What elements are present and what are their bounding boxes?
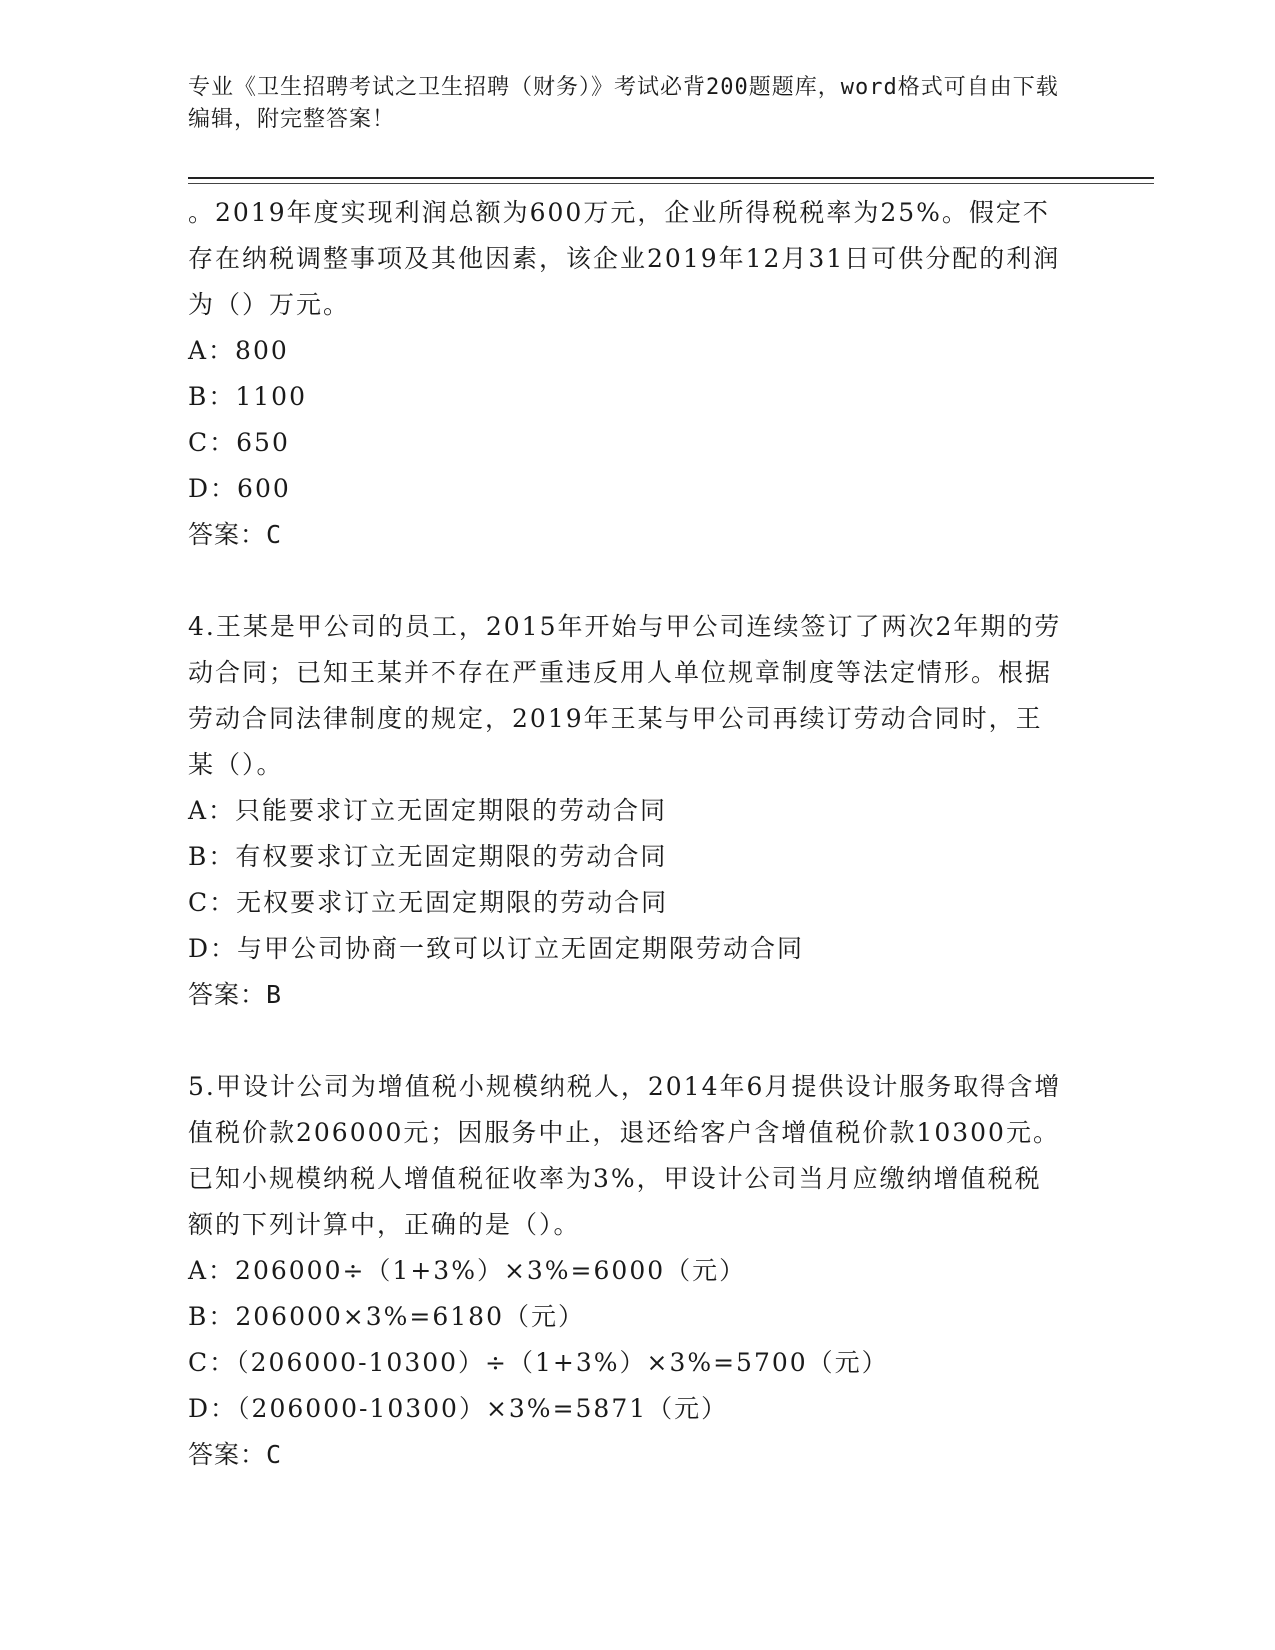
question-block <box>188 604 1088 1018</box>
option-a: A：只能要求订立无固定期限的劳动合同 <box>188 796 668 825</box>
question-block <box>188 1064 1088 1478</box>
option-d: D：（206000-10300）×3%=5871（元） <box>188 1394 729 1423</box>
spacer <box>188 558 1088 604</box>
question-text: 4.王某是甲公司的员工，2015年开始与甲公司连续签订了两次2年期的劳动合同；已知王某并不存在严重违反用人单位规章制度等法定情形。根据劳动合同法律制度的规定，2019年王某与甲公司再续订劳动合同时，王某（）。 <box>188 612 1062 779</box>
answer-line: 答案：C <box>188 520 283 549</box>
option-d: D：与甲公司协商一致可以订立无固定期限劳动合同 <box>188 934 805 963</box>
answer-line: 答案：B <box>188 980 283 1009</box>
option-c: C：650 <box>188 428 290 457</box>
option-c: C：（206000-10300）÷（1+3%）×3%=5700（元） <box>188 1348 889 1377</box>
header-divider-thin <box>188 183 1154 184</box>
document-header: 专业《卫生招聘考试之卫生招聘（财务）》考试必背200题题库，word格式可自由下载编辑，附完整答案！ <box>188 75 1059 132</box>
question-block <box>188 190 1088 558</box>
question-text: 。2019年度实现利润总额为600万元，企业所得税税率为25%。假定不存在纳税调整事项及其他因素，该企业2019年12月31日可供分配的利润为（）万元。 <box>188 198 1061 319</box>
option-a: A：800 <box>188 336 289 365</box>
question-text: 5.甲设计公司为增值税小规模纳税人，2014年6月提供设计服务取得含增值税价款206000元；因服务中止，退还给客户含增值税价款10300元。已知小规模纳税人增值税征收率为3%，甲设计公司当月应缴纳增值税税额的下列计算中，正确的是（）。 <box>188 1072 1062 1239</box>
option-b: B：206000×3%=6180（元） <box>188 1302 585 1331</box>
option-b: B：1100 <box>188 382 307 411</box>
option-b: B：有权要求订立无固定期限的劳动合同 <box>188 842 668 871</box>
option-d: D：600 <box>188 474 291 503</box>
header-divider-thick <box>188 177 1154 179</box>
question-list <box>188 190 1088 1478</box>
spacer <box>188 1018 1088 1064</box>
option-a: A：206000÷（1+3%）×3%=6000（元） <box>188 1256 747 1285</box>
option-c: C：无权要求订立无固定期限的劳动合同 <box>188 888 669 917</box>
answer-line: 答案：C <box>188 1440 283 1469</box>
